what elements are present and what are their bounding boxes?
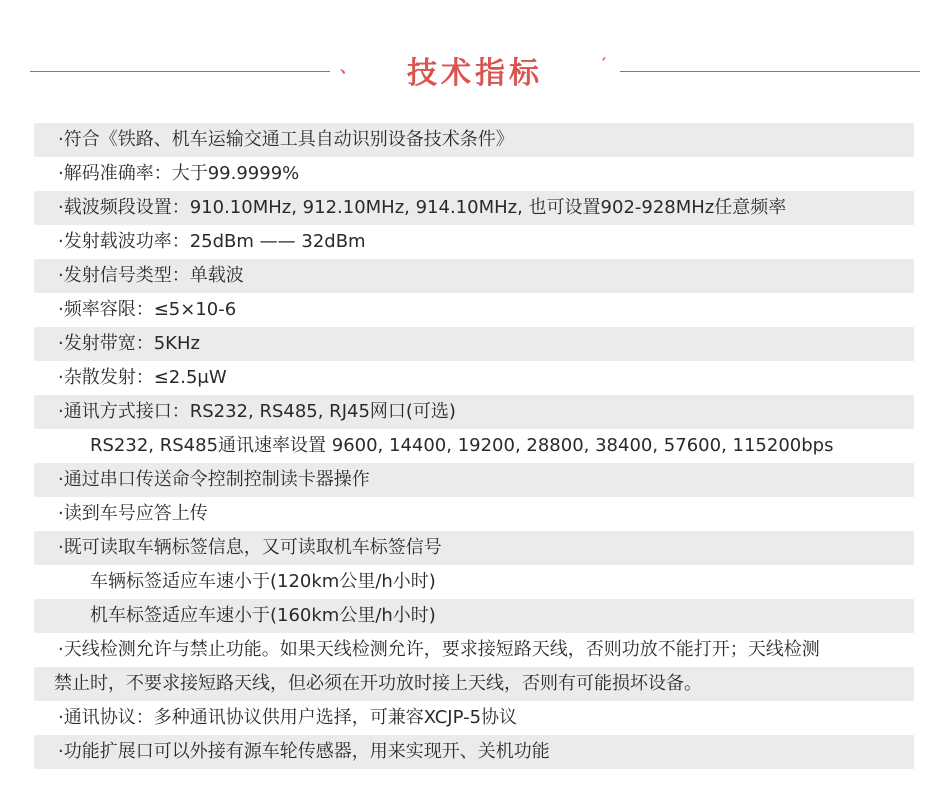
- spec-row: ·发射载波功率：25dBm —— 32dBm: [58, 231, 366, 252]
- header-tick-right: ′: [602, 54, 607, 73]
- spec-row: RS232, RS485通讯速率设置 9600, 14400, 19200, 28800, 38400, 57600, 115200bps: [90, 435, 834, 456]
- section-header: [0, 40, 950, 104]
- spec-list: [34, 123, 914, 769]
- spec-row: ·功能扩展口可以外接有源车轮传感器，用来实现开、关机功能: [34, 735, 914, 769]
- spec-row: ·读到车号应答上传: [58, 503, 208, 524]
- spec-row: 禁止时，不要求接短路天线，但必须在开功放时接上天线，否则有可能损坏设备。: [34, 667, 914, 701]
- spec-row: ·杂散发射：≤2.5μW: [58, 367, 227, 388]
- spec-row: ·通讯协议：多种通讯协议供用户选择，可兼容XCJP-5协议: [58, 707, 518, 728]
- spec-row: ·频率容限：≤5×10-6: [58, 299, 237, 320]
- spec-row: ·载波频段设置：910.10MHz, 912.10MHz, 914.10MHz, 也可设置902-928MHz任意频率: [34, 191, 914, 225]
- spec-row: ·既可读取车辆标签信息，又可读取机车标签信号: [34, 531, 914, 565]
- spec-row: 机车标签适应车速小于(160km公里/h小时): [34, 599, 914, 633]
- spec-row: ·通讯方式接口：RS232, RS485, RJ45网口(可选): [34, 395, 914, 429]
- spec-row: 车辆标签适应车速小于(120km公里/h小时): [90, 571, 436, 592]
- spec-row: ·解码准确率：大于99.9999%: [58, 163, 300, 184]
- header-tick-left: 、: [340, 57, 357, 76]
- spec-row: ·通过串口传送命令控制控制读卡器操作: [34, 463, 914, 497]
- spec-row: ·发射带宽：5KHz: [34, 327, 914, 361]
- section-title: 技术指标: [407, 56, 543, 91]
- spec-row: ·天线检测允许与禁止功能。如果天线检测允许，要求接短路天线，否则功放不能打开；天线检测: [58, 639, 820, 660]
- spec-row: ·发射信号类型：单载波: [34, 259, 914, 293]
- header-line-right: [620, 71, 920, 72]
- spec-row: ·符合《铁路、机车运输交通工具自动识别设备技术条件》: [34, 123, 914, 157]
